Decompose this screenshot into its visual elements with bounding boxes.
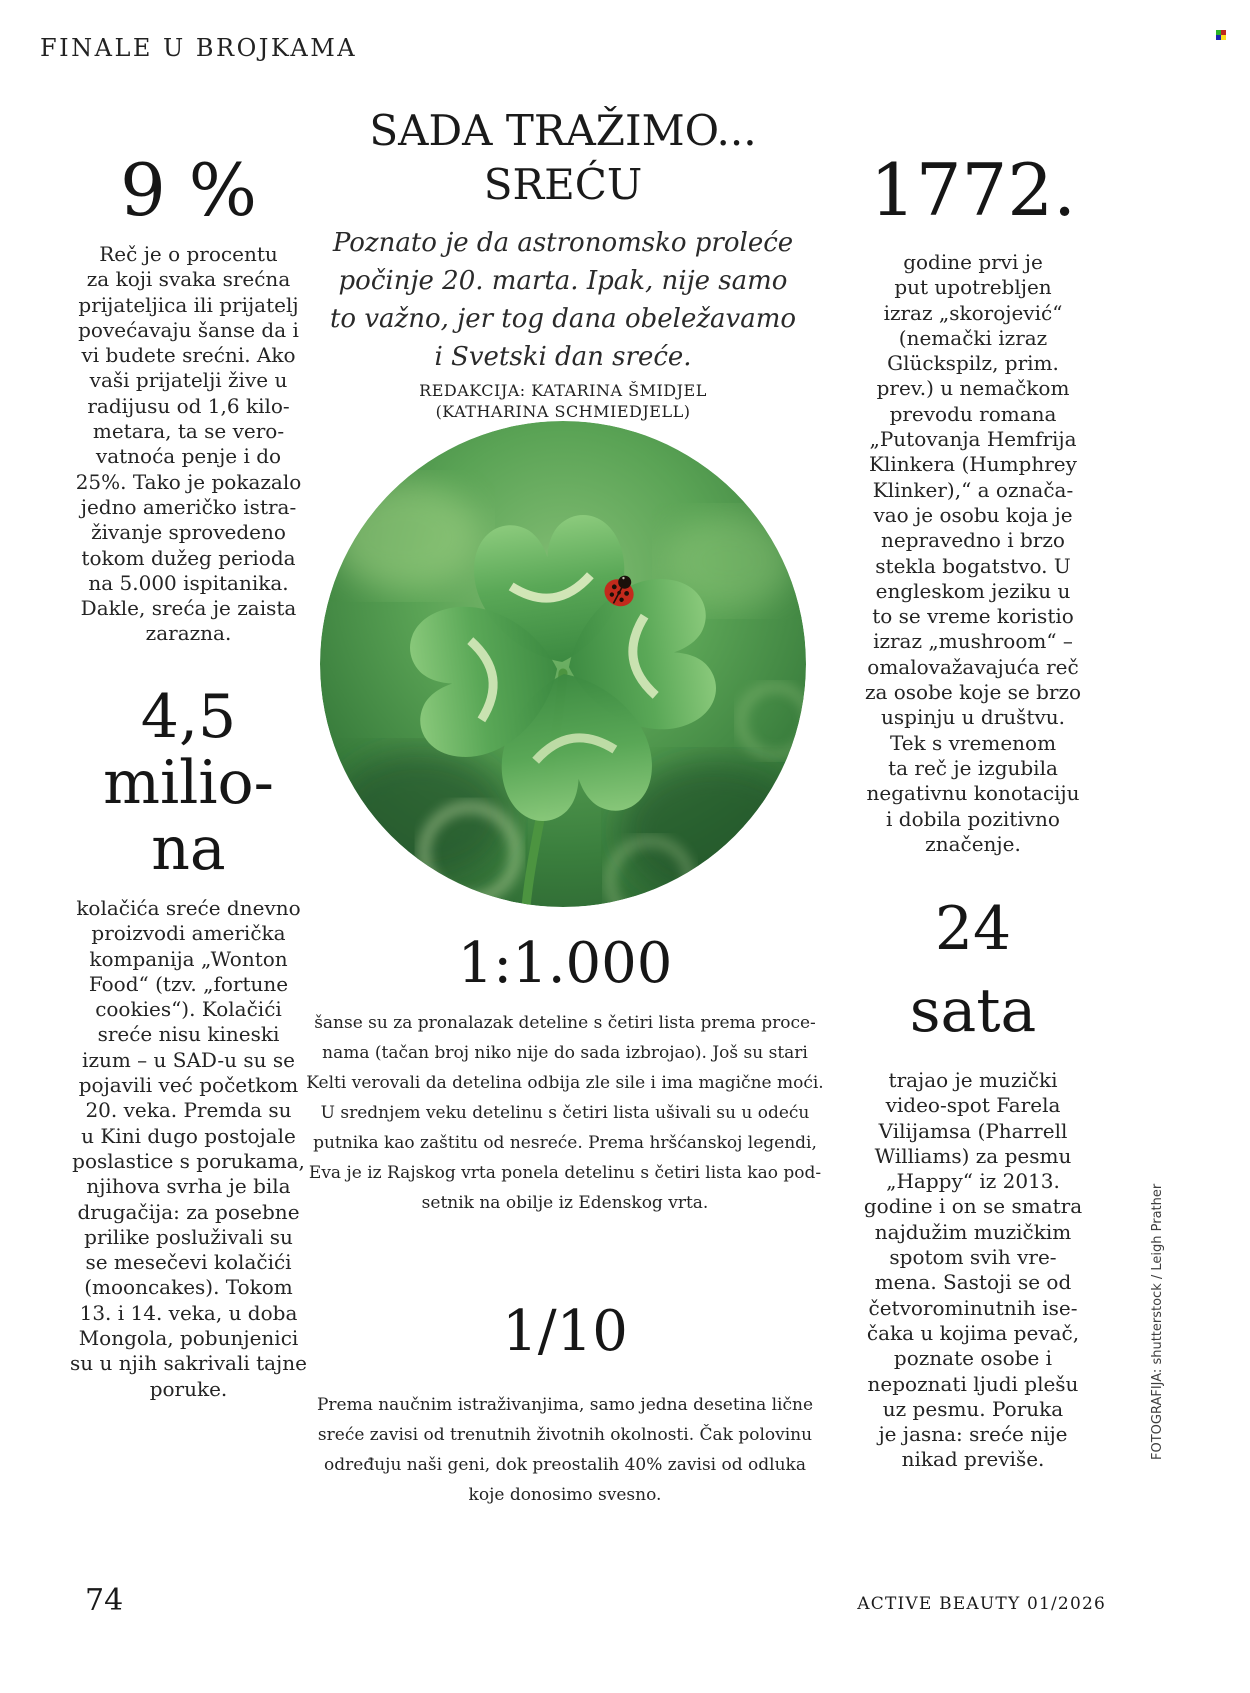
stat-text-1-10: Prema naučnim istraživanjima, samo jedna desetina lične sreće zavisi od trenutnih životnih okolnosti. Čak polovinu određuju naši geni, dok preostalih 40% zavisi od odluka koje donosimo svesno.	[316, 1395, 814, 1505]
stat-text-45-million: kolačića sreće dnevno proizvodi američka kompanija „Wonton Food“ (tzv. „fortune cookies“). Kolačići sreće nisu kineski izum – u SAD-u su se pojavili već početkom 20. veka. Premda su u Kini dugo postojale poslastice s porukama, njihova svrha je bila drugačija: za posebne prilike posluživali su se mesečevi kolačići (mooncakes). Tokom 13. i 14. veka, u doba Mongola, pobunjenici su u njih sakrivali tajne poruke.	[70, 896, 307, 1401]
stat-number-1-1000: 1:1.000	[457, 931, 673, 996]
stat-number-45-million: 4,5 milio- na	[103, 682, 274, 884]
stat-text-1-1000: šanse su za pronalazak deteline s četiri lista prema proce- nama (tačan broj niko nije do sada izbrojao). Još su stari Kelti verovali da detelina odbija zle sile i ima magične moći. U srednjem veku detelinu s četiri lista ušivali su u odeću putnika kao zaštitu od nesreće. Prema hršćanskoj legendi, Eva je iz Rajskog vrta ponela detelinu s četiri lista kao pod- setnik na obilje iz Edenskog vrta.	[306, 1013, 824, 1213]
article-intro: Poznato je da astronomsko proleće počinje 20. marta. Ipak, nije samo to važno, jer tog dana obeležavamo i Svetski dan sreće.	[329, 228, 797, 372]
stat-text-24-hours: trajao je muzički video-spot Farela Vilijamsa (Pharrell Williams) za pesmu „Happy“ iz 2013. godine i on se smatra najdužim muzičkim spotom svih vre- mena. Sastoji se od četvorominutnih ise- čaka u kojima pevač, poznate osobe i nepoznati ljudi plešu uz pesmu. Poruka je jasna: sreće nije nikad previše.	[863, 1068, 1083, 1472]
stat-number-24-hours: 24 sata	[909, 894, 1037, 1046]
brand-logo-icon	[1216, 30, 1226, 40]
stat-text-1772: godine prvi je put upotrebljen izraz „skorojević“ (nemački izraz Glückspilz, prim. prev.) u nemačkom prevodu romana „Putovanja Hemfrija Klinkera (Humphrey Klinker),“ a označa- vao je osobu koja je nepravedno i brzo stekla bogatstvo. U engleskom jeziku u to se vreme koristio izraz „mushroom“ – omalovažavajuća reč za osobe koje se brzo uspinju u društvu. Tek s vremenom ta reč je izgubila negativnu konotaciju i dobila pozitivno značenje.	[864, 250, 1082, 856]
page-number: 74	[85, 1583, 124, 1618]
section-kicker: FINALE U BROJKAMA	[40, 34, 358, 62]
four-leaf-clover-with-ladybug-photo	[320, 421, 806, 907]
logo-square-yellow	[1221, 35, 1226, 40]
stat-number-1772: 1772.	[869, 148, 1077, 232]
stat-number-9-percent: 9 %	[119, 148, 258, 232]
article-byline: REDAKCIJA: KATARINA ŠMIDJEL (KATHARINA SCHMIEDJELL)	[419, 381, 707, 421]
photo-credit: FOTOGRAFIJA: shutterstock / Leigh Prather	[1150, 1183, 1165, 1460]
stat-number-1-10: 1/10	[502, 1299, 628, 1364]
article-title: SADA TRAŽIMO... SREĆU	[369, 106, 757, 209]
clover-photo-illustration	[320, 421, 806, 907]
stat-text-9-percent: Reč je o procentu za koji svaka srećna prijateljica ili prijatelj povećavaju šanse da i vi budete srećni. Ako vaši prijatelji žive u radijusu od 1,6 kilo- metara, ta se vero- vatnoća penje i do 25%. Tako je pokazalo jedno američko istra- živanje sprovedeno tokom dužeg perioda na 5.000 ispitanika. Dakle, sreća je zaista zarazna.	[75, 242, 302, 646]
issue-label: ACTIVE BEAUTY 01/2026	[857, 1594, 1106, 1614]
